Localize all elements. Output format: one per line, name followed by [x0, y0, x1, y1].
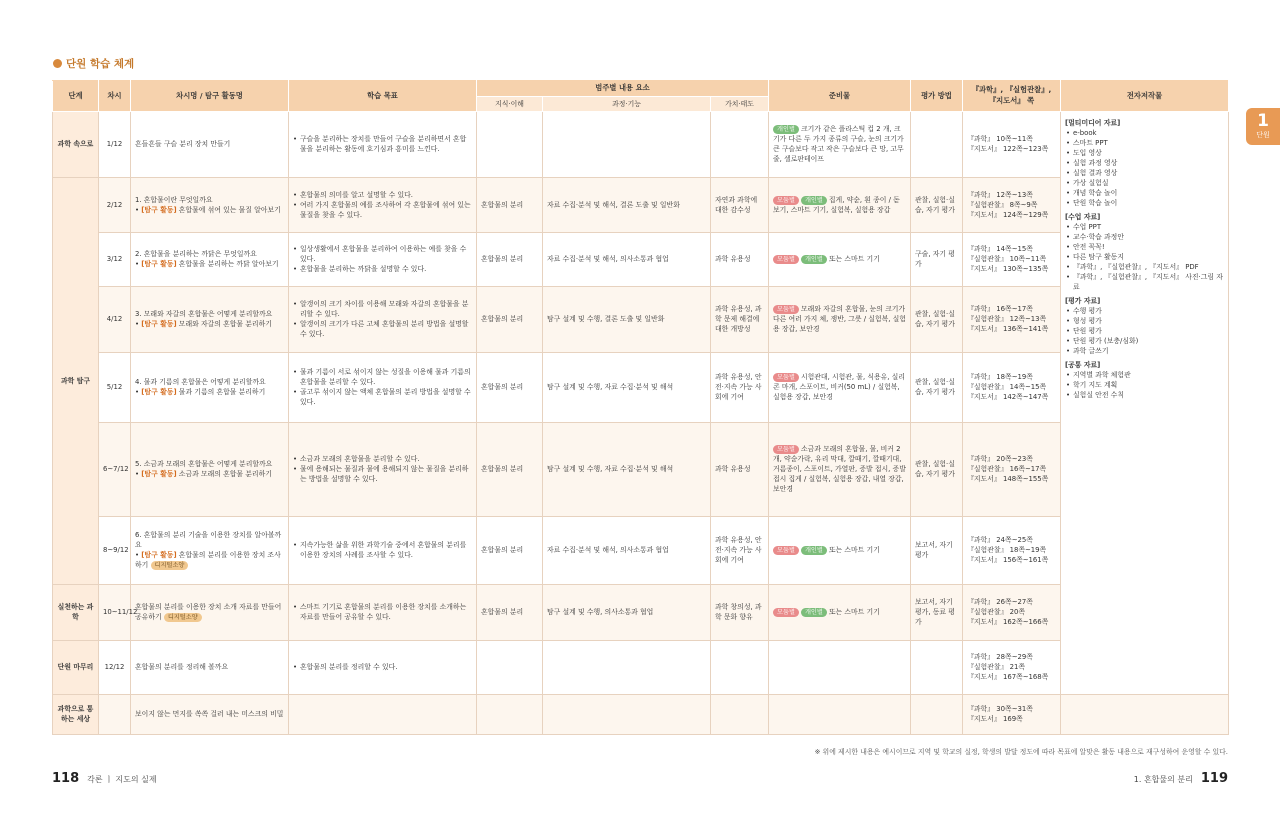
material-cell: 개인별 크기가 같은 플라스틱 컵 2 개, 크기가 다른 두 가지 종류의 구슬, 눈의 크기가 큰 구슬보다 작고 작은 구슬보다 큰 망, 고무줄, 셀로판테이프 [769, 111, 911, 177]
header-goal: 학습 목표 [289, 81, 477, 112]
category-cell: 과학 탐구 [53, 177, 99, 584]
footnote: ※ 위에 제시한 내용은 예시이므로 지역 및 학교의 실정, 학생의 발달 정도에 따라 목표에 알맞은 활동 내용으로 재구성하여 운영할 수 있다. [814, 748, 1228, 756]
section-title: 단원 학습 체계 [53, 56, 134, 71]
header-eval: 평가 방법 [911, 81, 963, 112]
table-row: 8~9/12 6. 혼합물의 분리 기술을 이용한 장치를 알아볼까요 • [탐구 활동] 혼합물의 분리를 이용한 장치 조사하기 디지털소양 • 지속가능한 삶을 위한 과학기술 중에서 혼합물의 분리를 이용한 장치의 사례를 조사할 수 있다. 혼합물의 분리 자료 수집·분석 및 해석, 의사소통과 협업 과학 유용성, 안전·지속 가능 사회에 기여 모둠별 개인별 또는 스마트 기기 보고서, 자기 평가 『과학』 24쪽~25쪽 『실험관찰』 18쪽~19쪽 『지도서』 156쪽~161쪽 [53, 516, 1229, 584]
footer-right [1134, 771, 1228, 786]
page-number-left: 118 [52, 771, 80, 786]
header-session: 차시 [99, 81, 131, 112]
header-process: 과정·기능 [543, 96, 711, 111]
table-row: 6~7/12 5. 소금과 모래의 혼합물은 어떻게 분리할까요 • [탐구 활동] 소금과 모래의 혼합물 분리하기 • 소금과 모래의 혼합물을 분리할 수 있다. • 물에 용해되는 물질과 물에 용해되지 않는 물질을 분리하는 방법을 설명할 수 있다. 혼합물의 분리 탐구 설계 및 수행, 자료 수집·분석 및 해석 과학 유용성 모둠별 소금과 모래의 혼합물, 물, 비커 2 개, 약숟가락, 유리 막대, 깔때기, 깔때기대, 거름종이, 스포이트, 가열판, 증발 접시, 증발 접시 집게 / 실험복, 실험용 장갑, 내열 장갑, 보안경 관찰, 실험·실습, 자기 평가 『과학』 20쪽~23쪽 『실험관찰』 16쪽~17쪽 『지도서』 148쪽~155쪽 [53, 422, 1229, 516]
header-title: 차시명 / 탐구 활동명 [131, 81, 289, 112]
category-cell: 과학 속으로 [53, 111, 99, 177]
header-material: 준비물 [769, 81, 911, 112]
header-unit: 단계 [53, 81, 99, 112]
table-row: 4/12 3. 모래와 자갈의 혼합물은 어떻게 분리할까요 • [탐구 활동] 모래와 자갈의 혼합물 분리하기 • 알갱이의 크기 차이를 이용해 모래와 자갈의 혼합물을 분리할 수 있다. • 알갱이의 크기가 다른 고체 혼합물의 분리 방법을 설명할 수 있다. 혼합물의 분리 탐구 설계 및 수행, 결론 도출 및 일반화 과학 유용성, 과학 문제 해결에 대한 개방성 모둠별 모래와 자갈의 혼합물, 눈의 크기가 다른 여러 가지 체, 쟁반, 그릇 / 실험복, 실험용 장갑, 보안경 관찰, 실험·실습, 자기 평가 『과학』 16쪽~17쪽 『실험관찰』 12쪽~13쪽 『지도서』 136쪽~141쪽 [53, 286, 1229, 352]
table-row: 과학으로 통하는 세상 보이지 않는 먼지를 쏙쏙 걸러 내는 미스크의 비밀 『과학』 30쪽~31쪽 『지도서』 169쪽 [53, 694, 1229, 734]
page-number-right: 119 [1200, 771, 1228, 786]
unit-plan-table [52, 80, 1229, 735]
footer-left [52, 771, 157, 786]
unit-side-tab[interactable]: 1 단원 [1246, 108, 1280, 145]
session-cell: 1/12 [99, 111, 131, 177]
table-row: 과학 탐구 2/12 1. 혼합물이란 무엇일까요 • [탐구 활동] 혼합물에 섞여 있는 물질 알아보기 • 혼합물의 의미를 알고 설명할 수 있다. • 여러 가지 혼합물의 예를 조사하여 각 혼합물에 섞여 있는 물질을 찾을 수 있다. 혼합물의 분리 자료 수집·분석 및 해석, 결론 도출 및 일반화 자연과 과학에 대한 감수성 모둠별 개인별 집게, 약숟, 흰 종이 / 돋보기, 스마트 기기, 실험복, 실험용 장갑 관찰, 실험·실습, 자기 평가 『과학』 12쪽~13쪽 『실험관찰』 8쪽~9쪽 『지도서』 124쪽~129쪽 [53, 177, 1229, 232]
digital-tag: 디지털소양 [151, 561, 189, 570]
table-row [53, 111, 1229, 177]
goal-cell: • 구슬을 분리하는 장치를 만들어 구슬을 분리하면서 혼합물을 분리하는 활동에 호기심과 흥미를 느낀다. [289, 111, 477, 177]
running-title-right: 1. 혼합물의 분리 [1133, 775, 1193, 784]
personal-tag: 개인별 [773, 125, 799, 134]
table-row: 3/12 2. 혼합물을 분리하는 까닭은 무엇일까요 • [탐구 활동] 혼합물을 분리하는 까닭 알아보기 • 일상생활에서 혼합물을 분리하여 이용하는 예를 찾을 수 있다. • 혼합물을 분리하는 까닭을 설명할 수 있다. 혼합물의 분리 자료 수집·분석 및 해석, 의사소통과 협업 과학 유용성 모둠별 개인별 또는 스마트 기기 구술, 자기 평가 『과학』 14쪽~15쪽 『실험관찰』 10쪽~11쪽 『지도서』 130쪽~135쪽 [53, 232, 1229, 286]
page-cell: 『과학』 10쪽~11쪽 『지도서』 122쪽~123쪽 [963, 111, 1061, 177]
header-value: 가치·태도 [711, 96, 769, 111]
title-cell: 1. 혼합물이란 무엇일까요 • [탐구 활동] 혼합물에 섞여 있는 물질 알아보기 [131, 177, 289, 232]
header-knowledge: 지식·이해 [477, 96, 543, 111]
running-title-left: 각론 ㅣ 지도의 실제 [87, 775, 157, 784]
table-row: 단원 마무리 12/12 혼합물의 분리를 정리해 볼까요 • 혼합물의 분리를 정리할 수 있다. 『과학』 28쪽~29쪽 『실험관찰』 21쪽 『지도서』 167쪽~168쪽 [53, 640, 1229, 694]
table-row: 실천하는 과학 10~11/12 혼합물의 분리를 이용한 장치 소개 자료를 만들어 공유하기 디지털소양 • 스마트 기기로 혼합물의 분리를 이용한 장치를 소개하는 자료를 만들어 공유할 수 있다. 혼합물의 분리 탐구 설계 및 수행, 의사소통과 협업 과학 창의성, 과학 문화 향유 모둠별 개인별 또는 스마트 기기 보고서, 자기 평가, 동료 평가 『과학』 26쪽~27쪽 『실험관찰』 20쪽 『지도서』 162쪽~166쪽 [53, 584, 1229, 640]
header-scope: 범주별 내용 요소 [477, 81, 769, 97]
resource-cell: [멀티미디어 자료] • e-book • 스마트 PPT • 도입 영상 • 실험 과정 영상 • 실험 결과 영상 • 가상 실험실 • 개념 학습 놀이 • 단원 학습 놀이 [수업 자료] • 수업 PPT • 교수·학습 과정안 • 안전 꼭꼭! • 다른 탐구 활동지 • 『과학』, 『실험관찰』, 『지도서』 PDF • 『과학』, 『실험관찰』, 『지도서』 사진·그림 자료 [평가 자료] • 수행 평가 • 형성 평가 • 단원 평가 • 단원 평가 (보충/심화) • 과학 글쓰기 [공통 자료] • 지역별 과학 체험관 • 학기 지도 계획 • 실험실 안전 수칙 [1061, 111, 1229, 694]
table-row: 5/12 4. 물과 기름의 혼합물은 어떻게 분리할까요 • [탐구 활동] 물과 기름의 혼합물 분리하기 • 물과 기름이 서로 섞이지 않는 성질을 이용해 물과 기름의 혼합물을 분리할 수 있다. • 골고루 섞이지 않는 액체 혼합물의 분리 방법을 설명할 수 있다. 혼합물의 분리 탐구 설계 및 수행, 자료 수집·분석 및 해석 과학 유용성, 안전·지속 가능 사회에 기여 모둠별 시험관대, 시험관, 물, 식용유, 실리콘 마개, 스포이트, 비커(50 mL) / 실험복, 실험용 장갑, 보안경 관찰, 실험·실습, 자기 평가 『과학』 18쪽~19쪽 『실험관찰』 14쪽~15쪽 『지도서』 142쪽~147쪽 [53, 352, 1229, 422]
header-page: 『과학』, 『실험관찰』, 『지도서』 쪽 [963, 81, 1061, 112]
bullet-dot-icon [53, 59, 62, 68]
header-resource: 전자저작물 [1061, 81, 1229, 112]
title-cell: 흔들흔들 구슬 분리 장치 만들기 [131, 111, 289, 177]
